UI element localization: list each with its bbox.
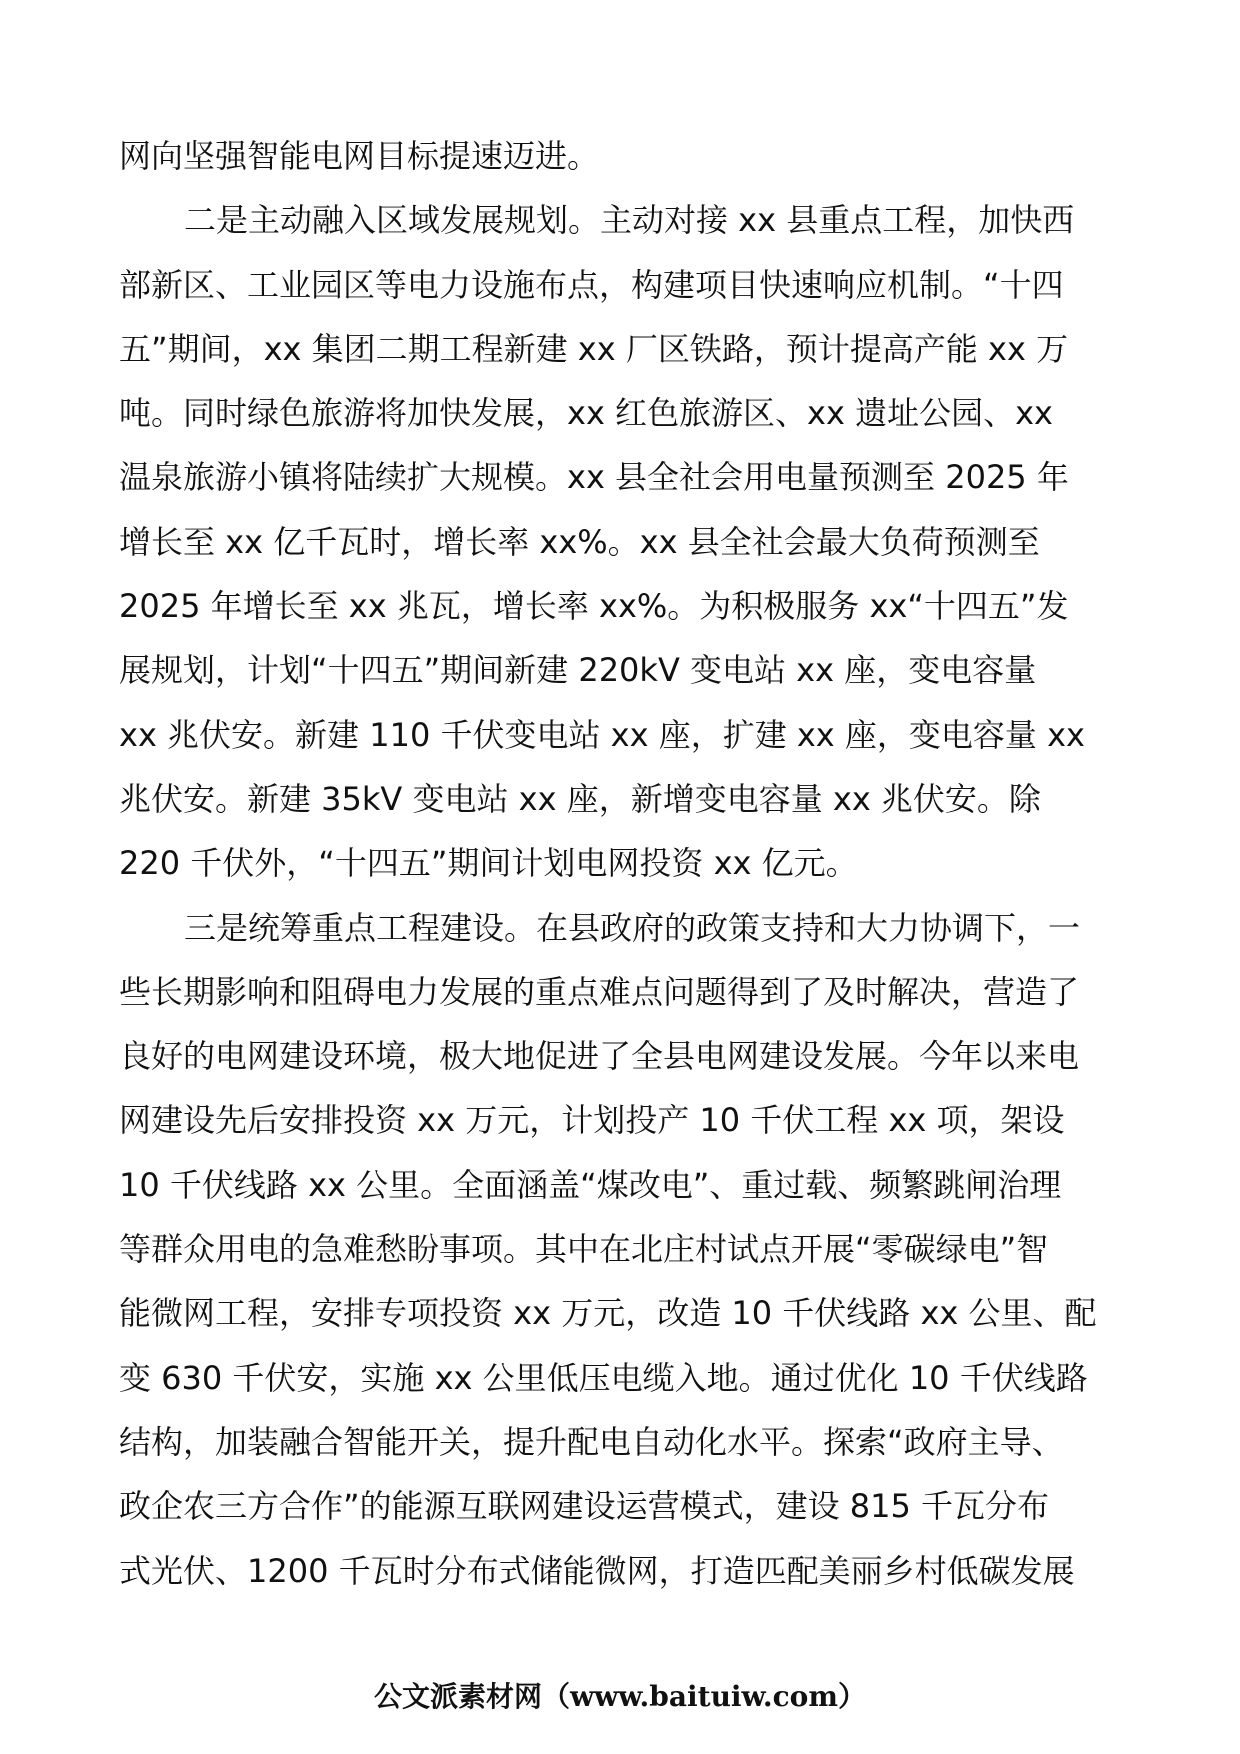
- document-body: [119, 124, 1129, 1603]
- text-line: 五”期间，xx 集团二期工程新建 xx 厂区铁路，预计提高产能 xx 万: [119, 329, 1069, 368]
- text-line: 兆伏安。新建 35kV 变电站 xx 座，新增变电容量 xx 兆伏安。除: [119, 779, 1041, 818]
- text-line: 能微网工程，安排专项投资 xx 万元，改造 10 千伏线路 xx 公里、配: [119, 1294, 1097, 1333]
- text-line: 等群众用电的急难愁盼事项。其中在北庄村试点开展“零碳绿电”智: [119, 1230, 1049, 1269]
- text-line: 网向坚强智能电网目标提速迈进。: [119, 137, 600, 175]
- text-line: xx 兆伏安。新建 110 千伏变电站 xx 座，扩建 xx 座，变电容量 xx: [119, 715, 1085, 754]
- text-line: 220 千伏外，“十四五”期间计划电网投资 xx 亿元。: [119, 844, 858, 883]
- text-line: 良好的电网建设环境，极大地促进了全县电网建设发展。今年以来电: [119, 1037, 1080, 1076]
- text-line: 政企农三方合作”的能源互联网建设运营模式，建设 815 千瓦分布: [119, 1487, 1050, 1526]
- text-line: 增长至 xx 亿千瓦时，增长率 xx%。xx 县全社会最大负荷预测至: [119, 522, 1040, 561]
- text-line: 式光伏、1200 千瓦时分布式储能微网，打造匹配美丽乡村低碳发展: [119, 1551, 1075, 1590]
- text-line: 温泉旅游小镇将陆续扩大规模。xx 县全社会用电量预测至 2025 年: [119, 458, 1069, 497]
- text-line: 结构，加装融合智能开关，提升配电自动化水平。探索“政府主导、: [119, 1422, 1064, 1461]
- text-line: 吨。同时绿色旅游将加快发展，xx 红色旅游区、xx 遗址公园、xx: [119, 394, 1053, 433]
- text-line: 二是主动融入区域发展规划。主动对接 xx 县重点工程，加快西: [184, 201, 1075, 240]
- text-line: 些长期影响和阻碍电力发展的重点难点问题得到了及时解决，营造了: [119, 972, 1080, 1011]
- footer-watermark: 公文派素材网（www.baituiw.com）: [374, 1680, 866, 1713]
- text-line: 部新区、工业园区等电力设施布点，构建项目快速响应机制。“十四: [119, 265, 1064, 304]
- text-line: 展规划，计划“十四五”期间新建 220kV 变电站 xx 座，变电容量: [119, 651, 1037, 690]
- text-line: 网建设先后安排投资 xx 万元，计划投产 10 千伏工程 xx 项，架设: [119, 1101, 1065, 1140]
- text-line: 变 630 千伏安，实施 xx 公里低压电缆入地。通过优化 10 千伏线路: [119, 1358, 1088, 1397]
- text-line: 10 千伏线路 xx 公里。全面涵盖“煤改电”、重过载、频繁跳闸治理: [119, 1165, 1062, 1204]
- text-line: 2025 年增长至 xx 兆瓦，增长率 xx%。为积极服务 xx“十四五”发: [119, 587, 1069, 626]
- text-line: 三是统筹重点工程建设。在县政府的政策支持和大力协调下，一: [184, 908, 1081, 947]
